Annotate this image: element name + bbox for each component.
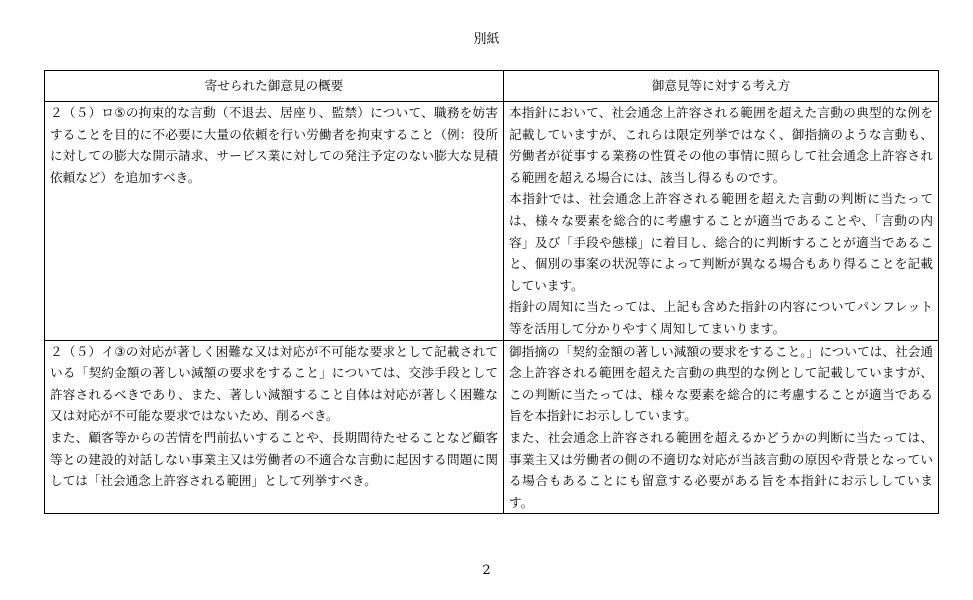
response-paragraph: 本指針では、社会通念上許容される範囲を超えた言動の判断に当たっては、様々な要素を総合的に考慮することが適当であることや、「言動の内容」及び「手段や態様」に着目し、総合的に判断することが適当であること、個別の事案の状況等によって判断が異なる場合もあり得ることを記載しています。 [509,191,933,293]
response-paragraph: 本指針において、社会通念上許容される範囲を超えた言動の典型的な例を記載していますが、これらは限定列挙ではなく、御指摘のような言動も、労働者が従事する業務の性質その他の事情に照らして社会通念上許容される範囲を超える場合には、該当し得るものです。 [509,105,933,185]
opinion-cell [45,340,504,514]
response-paragraph: 指針の周知に当たっては、上記も含めた指針の内容についてパンフレット等を活用して分かりやすく周知してまいります。 [509,299,933,336]
response-cell [504,102,939,341]
opinion-paragraph: ２（５）イ③の対応が著しく困難な又は対応が不可能な要求として記載されている「契約金額の著しい減額の要求をすること」については、交渉手段として許容されるべきであり、また、著しい減額すること自体は対応が著しく困難な又は対応が不可能な要求ではないため、削るべき。 [50,343,498,424]
page-number: 2 [482,563,491,578]
table-row [45,340,939,514]
table-header-row [45,71,939,102]
response-paragraph: 御指摘の「契約金額の著しい減額の要求をすること。」については、社会通念上許容される範囲を超えた言動の典型的な例として記載していますが、この判断に当たっては、様々な要素を総合的に考慮することが適当である旨を本指針にお示ししています。 [509,343,933,424]
column-header-opinion-summary: 寄せられた御意見の概要 [45,71,504,102]
opinion-paragraph: ２（５）ロ⑤の拘束的な言動（不退去、居座り、監禁）について、職務を妨害することを目的に不必要に大量の依頼を行い労働者を拘束すること（例：役所に対しての膨大な開示請求、サービス業に対しての発注予定のない膨大な見積依頼など）を追加すべき。 [50,105,498,185]
response-cell [504,340,939,514]
table-row [45,102,939,341]
comments-table [44,70,939,514]
page-header-title: 別紙 [473,32,500,47]
opinion-cell [45,102,504,341]
column-header-response: 御意見等に対する考え方 [504,71,939,102]
response-paragraph: また、社会通念上許容される範囲を超えるかどうかの判断に当たっては、事業主又は労働者の側の不適切な対応が当該言動の原因や背景となっている場合もあることにも留意する必要がある旨を本指針にお示ししています。 [509,429,933,510]
opinion-paragraph: また、顧客等からの苦情を門前払いすることや、長期間待たせることなど顧客等との建設的対話しない事業主又は労働者の不適合な言動に起因する問題に関しては「社会通念上許容される範囲」として列挙すべき。 [50,429,498,489]
